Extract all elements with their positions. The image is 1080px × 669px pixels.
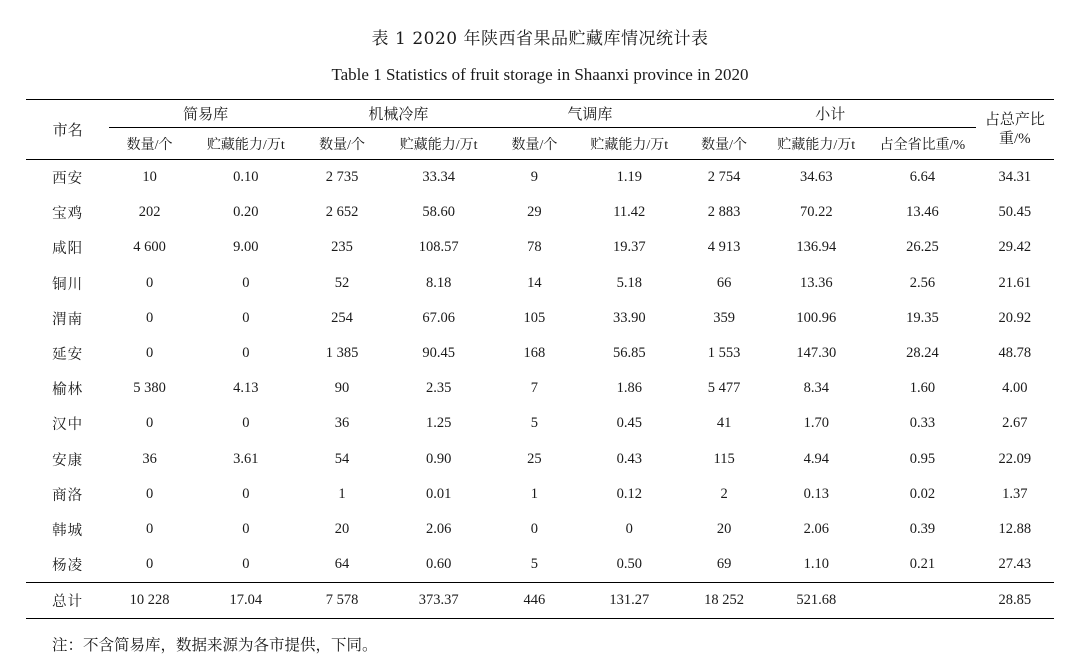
cell-ca-capacity: 0.12	[616, 485, 642, 502]
cell-output-share: 50.45	[998, 204, 1032, 221]
cell-city: 安康	[52, 452, 84, 469]
table-title-text: 2020 年陕西省果品贮藏库情况统计表	[412, 29, 709, 49]
table-row	[26, 406, 1054, 441]
cell-subtotal-capacity: 147.30	[796, 345, 837, 362]
subheader-row	[26, 128, 1054, 160]
cell-mechanical-count: 20	[334, 520, 350, 537]
header-city: 市名	[26, 100, 109, 160]
cell-total-ca-capacity: 131.27	[574, 583, 685, 619]
cell-total-province-share	[869, 583, 976, 619]
table-row	[26, 371, 1054, 406]
cell-ca-count: 168	[523, 345, 546, 362]
cell-city: 商洛	[52, 487, 84, 504]
cell-total-subtotal-count: 18 252	[685, 583, 764, 619]
cell-ca-capacity: 33.90	[612, 309, 646, 326]
group-header-subtotal: 小计	[685, 100, 976, 128]
group-header-mechanical-cold-storage: 机械冷库	[302, 100, 495, 128]
cell-subtotal-count: 115	[713, 450, 735, 467]
cell-mechanical-capacity: 2.06	[425, 520, 452, 537]
group-header-simple-storage: 简易库	[109, 100, 301, 128]
table-row	[26, 230, 1054, 265]
cell-province-share: 19.35	[906, 309, 939, 326]
cell-subtotal-capacity: 2.06	[803, 520, 829, 537]
table-row	[26, 336, 1054, 371]
cell-simple-count: 4 600	[133, 239, 166, 256]
cell-subtotal-count: 66	[716, 274, 732, 291]
cell-simple-count: 10	[142, 169, 157, 186]
cell-subtotal-count: 69	[716, 556, 732, 573]
cell-output-share: 29.42	[998, 239, 1032, 256]
cell-subtotal-capacity: 34.63	[799, 169, 833, 186]
subheader-ca-capacity: 贮藏能力/万t	[574, 128, 685, 160]
table-title-prefix: 表	[371, 29, 389, 49]
cell-province-share: 26.25	[906, 239, 939, 256]
cell-mechanical-count: 1 385	[325, 345, 359, 362]
cell-mechanical-count: 2 735	[325, 169, 359, 186]
cell-total-simple-capacity: 17.04	[190, 583, 302, 619]
cell-city: 渭南	[52, 311, 84, 328]
cell-subtotal-capacity: 4.94	[803, 450, 829, 467]
cell-mechanical-capacity: 0.01	[425, 485, 452, 502]
cell-output-share: 1.37	[1002, 485, 1028, 502]
cell-simple-capacity: 0	[242, 309, 250, 326]
cell-total-output-share: 28.85	[976, 583, 1054, 619]
cell-simple-capacity: 0	[242, 556, 250, 573]
cell-mechanical-capacity: 33.34	[422, 169, 455, 186]
cell-subtotal-count: 1 553	[707, 345, 741, 362]
cell-ca-count: 5	[530, 556, 539, 573]
table-title-english: Table 1 Statistics of fruit storage in Shaanxi province in 2020	[331, 65, 749, 84]
cell-ca-capacity: 11.42	[613, 204, 646, 221]
cell-province-share: 0.95	[909, 450, 936, 467]
table-note: 注：不含简易库，数据来源为各市提供，下同。	[52, 636, 378, 655]
cell-mechanical-capacity: 90.45	[422, 345, 455, 362]
subheader-subtotal-count: 数量/个	[685, 128, 764, 160]
group-header-share-of-total-output: 占总产比重/%	[976, 100, 1054, 160]
cell-simple-count: 0	[145, 345, 154, 362]
subheader-subtotal-capacity: 贮藏能力/万t	[763, 128, 869, 160]
cell-simple-count: 0	[145, 274, 154, 291]
cell-mechanical-count: 90	[334, 380, 350, 397]
cell-subtotal-capacity: 1.70	[803, 415, 829, 432]
cell-mechanical-capacity: 0.90	[425, 450, 452, 467]
cell-province-share: 28.24	[906, 345, 939, 362]
table-row	[26, 195, 1054, 230]
cell-simple-capacity: 3.61	[233, 450, 259, 467]
cell-subtotal-capacity: 0.13	[803, 485, 829, 502]
cell-total-label: 总计	[26, 583, 109, 619]
cell-simple-capacity: 0	[242, 415, 250, 432]
cell-ca-count: 29	[527, 204, 542, 221]
cell-city: 榆林	[52, 382, 84, 399]
cell-province-share: 6.64	[909, 169, 936, 186]
subheader-simple-count: 数量/个	[109, 128, 190, 160]
cell-simple-count: 0	[145, 309, 154, 326]
table-row	[26, 477, 1054, 512]
cell-output-share: 21.61	[998, 274, 1032, 291]
cell-ca-capacity: 0.50	[616, 556, 642, 573]
cell-simple-count: 202	[138, 204, 161, 221]
cell-subtotal-count: 41	[716, 415, 732, 432]
table-title-chinese	[26, 24, 1054, 49]
cell-province-share: 0.02	[909, 485, 936, 502]
cell-city: 铜川	[52, 276, 84, 293]
cell-simple-count: 0	[145, 520, 154, 537]
cell-total-mechanical-capacity: 373.37	[382, 583, 495, 619]
cell-mechanical-count: 36	[334, 415, 350, 432]
cell-ca-capacity: 1.19	[616, 169, 642, 186]
cell-simple-capacity: 4.13	[233, 380, 259, 397]
cell-total-ca-count: 446	[495, 583, 574, 619]
cell-city: 汉中	[52, 417, 84, 434]
subheader-mechanical-count: 数量/个	[302, 128, 383, 160]
cell-mechanical-count: 54	[334, 450, 350, 467]
cell-ca-count: 1	[530, 485, 539, 502]
cell-city: 西安	[52, 171, 84, 188]
cell-mechanical-count: 52	[334, 274, 350, 291]
fruit-storage-table	[26, 99, 1054, 619]
cell-mechanical-count: 1	[338, 485, 346, 502]
group-header-row	[26, 100, 1054, 128]
cell-ca-capacity: 0.43	[616, 450, 642, 467]
cell-simple-capacity: 0.20	[233, 204, 259, 221]
cell-mechanical-capacity: 58.60	[422, 204, 455, 221]
cell-subtotal-capacity: 13.36	[799, 274, 833, 291]
cell-output-share: 12.88	[998, 520, 1032, 537]
table-row	[26, 266, 1054, 301]
cell-ca-count: 5	[530, 415, 539, 432]
cell-ca-capacity: 19.37	[612, 239, 646, 256]
cell-subtotal-capacity: 70.22	[799, 204, 833, 221]
cell-subtotal-count: 2	[720, 485, 728, 502]
cell-simple-capacity: 0	[242, 485, 250, 502]
cell-output-share: 4.00	[1002, 380, 1028, 397]
cell-province-share: 0.39	[909, 520, 936, 537]
table-row	[26, 512, 1054, 547]
cell-mechanical-capacity: 8.18	[425, 274, 452, 291]
cell-subtotal-capacity: 1.10	[803, 556, 829, 573]
cell-subtotal-count: 2 883	[707, 204, 741, 221]
cell-subtotal-count: 2 754	[707, 169, 741, 186]
cell-subtotal-count: 4 913	[707, 239, 741, 256]
cell-simple-capacity: 9.00	[233, 239, 259, 256]
cell-output-share: 34.31	[998, 169, 1032, 186]
cell-ca-count: 14	[527, 274, 542, 291]
cell-city: 宝鸡	[52, 206, 84, 223]
cell-ca-capacity: 5.18	[616, 274, 642, 291]
table-bottom-rule	[26, 619, 1054, 620]
cell-province-share: 1.60	[909, 380, 936, 397]
cell-city: 延安	[52, 347, 84, 364]
table-body	[26, 160, 1054, 620]
cell-output-share: 20.92	[998, 309, 1032, 326]
cell-simple-count: 0	[145, 556, 154, 573]
group-header-controlled-atmosphere-storage: 气调库	[495, 100, 685, 128]
cell-province-share: 0.21	[909, 556, 936, 573]
subheader-subtotal-province-share: 占全省比重/%	[869, 128, 976, 160]
cell-mechanical-capacity: 2.35	[425, 380, 452, 397]
cell-simple-capacity: 0	[242, 345, 250, 362]
cell-mechanical-capacity: 0.60	[425, 556, 452, 573]
cell-ca-count: 78	[527, 239, 542, 256]
cell-mechanical-count: 254	[331, 309, 353, 326]
cell-city: 杨凌	[52, 558, 84, 575]
cell-output-share: 48.78	[998, 345, 1032, 362]
subheader-mechanical-capacity: 贮藏能力/万t	[382, 128, 495, 160]
cell-ca-capacity: 1.86	[616, 380, 642, 397]
cell-total-simple-count: 10 228	[109, 583, 190, 619]
cell-total-subtotal-capacity: 521.68	[763, 583, 869, 619]
cell-ca-count: 105	[523, 309, 546, 326]
cell-simple-capacity: 0	[242, 520, 250, 537]
cell-mechanical-count: 235	[331, 239, 353, 256]
cell-province-share: 0.33	[909, 415, 936, 432]
cell-city: 韩城	[52, 522, 84, 539]
cell-simple-count: 0	[145, 415, 154, 432]
cell-ca-count: 25	[527, 450, 542, 467]
cell-simple-count: 36	[142, 450, 157, 467]
cell-subtotal-count: 359	[713, 309, 735, 326]
cell-simple-count: 5 380	[133, 380, 166, 397]
cell-simple-capacity: 0.10	[233, 169, 259, 186]
cell-subtotal-capacity: 136.94	[796, 239, 837, 256]
table-row	[26, 442, 1054, 477]
cell-province-share: 2.56	[909, 274, 936, 291]
cell-city: 咸阳	[52, 241, 84, 258]
table-row	[26, 301, 1054, 336]
table-row	[26, 160, 1054, 196]
table-row	[26, 547, 1054, 583]
cell-ca-capacity: 0.45	[616, 415, 642, 432]
cell-mechanical-count: 2 652	[325, 204, 359, 221]
cell-simple-count: 0	[145, 485, 154, 502]
cell-mechanical-capacity: 108.57	[418, 239, 459, 256]
cell-output-share: 2.67	[1002, 415, 1028, 432]
cell-subtotal-capacity: 8.34	[803, 380, 829, 397]
table-total-row	[26, 583, 1054, 619]
cell-ca-count: 9	[530, 169, 539, 186]
cell-mechanical-capacity: 67.06	[422, 309, 455, 326]
table-head	[26, 100, 1054, 160]
cell-output-share: 27.43	[998, 556, 1032, 573]
cell-subtotal-count: 20	[716, 520, 732, 537]
cell-ca-count: 0	[530, 520, 539, 537]
cell-total-mechanical-count: 7 578	[302, 583, 383, 619]
subheader-ca-count: 数量/个	[495, 128, 574, 160]
cell-subtotal-capacity: 100.96	[796, 309, 837, 326]
cell-subtotal-count: 5 477	[707, 380, 741, 397]
table-title-number: 1	[395, 29, 407, 49]
subheader-simple-capacity: 贮藏能力/万t	[190, 128, 302, 160]
cell-output-share: 22.09	[998, 450, 1032, 467]
cell-ca-count: 7	[530, 380, 539, 397]
cell-ca-capacity: 56.85	[612, 345, 646, 362]
cell-ca-capacity: 0	[625, 520, 633, 537]
cell-simple-capacity: 0	[242, 274, 250, 291]
cell-province-share: 13.46	[906, 204, 939, 221]
cell-mechanical-count: 64	[334, 556, 350, 573]
cell-mechanical-capacity: 1.25	[425, 415, 452, 432]
